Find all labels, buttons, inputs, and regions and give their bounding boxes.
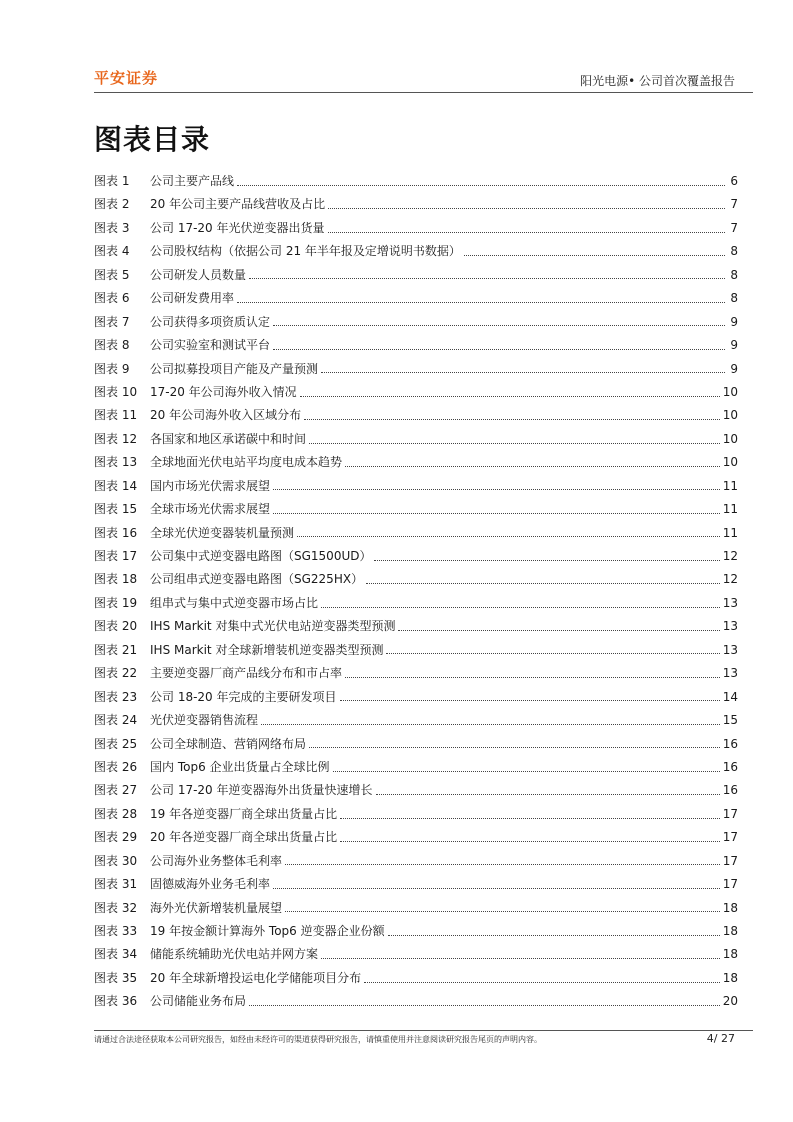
toc-entry-page: 12: [722, 549, 738, 563]
toc-entry-title: 公司研发费用率: [150, 291, 235, 306]
toc-entry-title: 公司集中式逆变器电路图（SG1500UD）: [150, 549, 372, 563]
toc-entry-label: 图表 28: [94, 806, 138, 821]
toc-entry-label: 图表 31: [94, 877, 138, 892]
toc-dot-leader: [388, 934, 720, 936]
toc-entry-page: 17: [722, 830, 738, 845]
toc-entry-page: 8: [730, 244, 738, 259]
toc-entry-label: 图表 19: [94, 595, 138, 610]
toc-entry-title: 公司拟募投项目产能及产量预测: [150, 361, 319, 376]
toc-dot-leader: [328, 207, 725, 209]
toc-entry-page: 8: [730, 267, 738, 282]
toc-dot-leader: [340, 699, 720, 701]
toc-entry-page: 11: [722, 502, 738, 517]
toc-entry-label: 图表 23: [94, 689, 138, 704]
toc-entry-label: 图表 30: [94, 853, 138, 868]
toc-entry-label: 图表 9: [94, 361, 130, 376]
toc-entry[interactable]: [94, 592, 738, 615]
toc-entry[interactable]: [94, 287, 738, 310]
toc-entry[interactable]: [94, 897, 738, 920]
header-divider: [94, 92, 753, 93]
toc-entry[interactable]: [94, 686, 738, 709]
toc-dot-leader: [261, 723, 720, 725]
toc-entry-label: 图表 21: [94, 642, 138, 657]
toc-dot-leader: [464, 254, 725, 256]
toc-dot-leader: [273, 887, 720, 889]
toc-dot-leader: [300, 395, 720, 397]
toc-entry-page: 15: [722, 713, 738, 728]
toc-dot-leader: [304, 418, 720, 420]
toc-entry[interactable]: [94, 193, 738, 216]
toc-dot-leader: [273, 488, 720, 490]
toc-entry-title: 公司海外业务整体毛利率: [150, 853, 283, 868]
toc-entry-label: 图表 4: [94, 244, 130, 259]
toc-entry-page: 11: [722, 525, 738, 540]
toc-entry-title: 公司股权结构（依据公司 21 年半年报及定增说明书数据）: [150, 244, 461, 259]
toc-entry[interactable]: [94, 170, 738, 193]
toc-entry-label: 图表 26: [94, 759, 138, 774]
toc-entry-label: 图表 22: [94, 666, 138, 681]
toc-entry-title: 固德威海外业务毛利率: [150, 877, 271, 892]
toc-entry[interactable]: [94, 803, 738, 826]
toc-entry-page: 16: [722, 759, 738, 774]
toc-entry[interactable]: [94, 428, 738, 451]
toc-entry[interactable]: [94, 264, 738, 287]
toc-dot-leader: [285, 910, 720, 912]
toc-entry[interactable]: [94, 311, 738, 334]
toc-dot-leader: [249, 277, 725, 279]
toc-entry-title: 20 年公司海外收入区域分布: [150, 408, 302, 423]
toc-entry-label: 图表 1: [94, 174, 130, 188]
toc-entry[interactable]: [94, 545, 738, 568]
toc-entry[interactable]: [94, 709, 738, 732]
toc-entry-page: 12: [722, 572, 738, 587]
toc-dot-leader: [340, 817, 720, 819]
toc-entry[interactable]: [94, 943, 738, 966]
toc-dot-leader: [345, 465, 720, 467]
toc-entry-title: 公司 17-20 年逆变器海外出货量快速增长: [150, 783, 373, 798]
toc-dot-leader: [285, 863, 720, 865]
toc-entry-title: 公司组串式逆变器电路图（SG225HX）: [150, 572, 364, 587]
toc-entry-label: 图表 14: [94, 478, 138, 493]
toc-entry-label: 图表 7: [94, 314, 130, 329]
toc-dot-leader: [309, 442, 720, 444]
toc-entry-page: 20: [722, 994, 738, 1009]
toc-entry-page: 16: [722, 736, 738, 751]
toc-dot-leader: [376, 793, 720, 795]
toc-entry-label: 图表 34: [94, 947, 138, 962]
toc-entry[interactable]: [94, 639, 738, 662]
toc-dot-leader: [249, 1004, 720, 1006]
toc-entry[interactable]: [94, 615, 738, 638]
toc-entry-title: 光伏逆变器销售流程: [150, 713, 259, 728]
company-logo: 平安证券: [94, 69, 159, 87]
toc-entry-label: 图表 33: [94, 924, 138, 938]
toc-dot-leader: [366, 582, 720, 584]
report-header-title: 阳光电源• 公司首次覆盖报告: [580, 74, 735, 88]
toc-entry-page: 17: [722, 853, 738, 868]
toc-entry-title: 海外光伏新增装机量展望: [150, 900, 283, 915]
page-number: 4/ 27: [706, 1032, 735, 1045]
toc-entry-title: IHS Markit 对全球新增装机逆变器类型预测: [150, 642, 384, 657]
toc-entry-page: 7: [730, 197, 738, 212]
toc-entry-page: 8: [730, 291, 738, 306]
toc-entry-page: 9: [730, 314, 738, 329]
toc-entry[interactable]: [94, 568, 738, 591]
toc-dot-leader: [345, 676, 720, 678]
toc-dot-leader: [321, 957, 720, 959]
toc-entry-label: 图表 18: [94, 572, 138, 587]
toc-entry-page: 17: [722, 806, 738, 821]
toc-entry[interactable]: [94, 217, 738, 240]
toc-dot-leader: [364, 981, 720, 983]
toc-entry-page: 13: [722, 642, 738, 657]
toc-dot-leader: [237, 301, 725, 303]
toc-entry[interactable]: [94, 850, 738, 873]
toc-entry-title: 20 年公司主要产品线营收及占比: [150, 197, 326, 212]
toc-entry-title: 公司 18-20 年完成的主要研发项目: [150, 689, 337, 704]
toc-entry-page: 13: [722, 595, 738, 610]
toc-entry-label: 图表 5: [94, 267, 130, 282]
toc-entry[interactable]: [94, 779, 738, 802]
toc-entry-label: 图表 17: [94, 549, 138, 563]
toc-entry[interactable]: [94, 967, 738, 990]
toc-entry[interactable]: [94, 334, 738, 357]
toc-entry[interactable]: [94, 990, 738, 1013]
toc-dot-leader: [398, 629, 719, 631]
toc-entry-label: 图表 16: [94, 525, 138, 540]
toc-entry-title: 20 年各逆变器厂商全球出货量占比: [150, 830, 338, 845]
toc-entry[interactable]: [94, 451, 738, 474]
toc-entry-label: 图表 15: [94, 502, 138, 517]
toc-entry-page: 13: [722, 666, 738, 681]
toc-entry-title: 公司主要产品线: [150, 174, 235, 188]
toc-entry-label: 图表 36: [94, 994, 138, 1009]
toc-entry-title: 公司研发人员数量: [150, 267, 247, 282]
toc-entry-label: 图表 25: [94, 736, 138, 751]
toc-entry-label: 图表 8: [94, 338, 130, 353]
toc-entry-label: 图表 29: [94, 830, 138, 845]
toc-entry[interactable]: [94, 873, 738, 896]
toc-dot-leader: [273, 324, 725, 326]
toc-entry-title: 公司获得多项资质认定: [150, 314, 271, 329]
toc-entry[interactable]: [94, 381, 738, 404]
toc-entry-title: 国内市场光伏需求展望: [150, 478, 271, 493]
toc-entry[interactable]: [94, 475, 738, 498]
toc-dot-leader: [386, 652, 719, 654]
toc-entry-page: 18: [722, 924, 738, 938]
toc-entry-page: 10: [722, 455, 738, 470]
toc-entry-label: 图表 20: [94, 619, 138, 634]
toc-entry-page: 10: [722, 384, 738, 399]
toc-entry-page: 9: [730, 338, 738, 353]
toc-entry-title: 各国家和地区承诺碳中和时间: [150, 431, 307, 446]
toc-dot-leader: [297, 535, 720, 537]
page-title: 图表目录: [94, 123, 211, 156]
toc-entry-label: 图表 13: [94, 455, 138, 470]
toc-entry-page: 11: [722, 478, 738, 493]
toc-entry-label: 图表 12: [94, 431, 138, 446]
toc-dot-leader: [321, 371, 725, 373]
toc-entry[interactable]: [94, 404, 738, 427]
toc-entry-title: 国内 Top6 企业出货量占全球比例: [150, 759, 330, 774]
toc-entry-title: 组串式与集中式逆变器市场占比: [150, 595, 319, 610]
toc-entry-title: 公司储能业务布局: [150, 994, 247, 1009]
toc-entry-label: 图表 27: [94, 783, 138, 798]
toc-entry-page: 17: [722, 877, 738, 892]
toc-entry-title: 全球光伏逆变器装机量预测: [150, 525, 295, 540]
toc-entry-page: 10: [722, 431, 738, 446]
toc-entry-title: 公司实验室和测试平台: [150, 338, 271, 353]
toc-entry[interactable]: [94, 756, 738, 779]
toc-dot-leader: [273, 348, 725, 350]
toc-entry-page: 18: [722, 970, 738, 985]
toc-entry-title: 储能系统辅助光伏电站并网方案: [150, 947, 319, 962]
toc-dot-leader: [309, 746, 720, 748]
toc-entry-page: 7: [730, 220, 738, 235]
toc-entry-label: 图表 10: [94, 384, 138, 399]
toc-entry-title: 主要逆变器厂商产品线分布和市占率: [150, 666, 343, 681]
toc-entry[interactable]: [94, 826, 738, 849]
toc-dot-leader: [333, 770, 720, 772]
toc-entry-title: 19 年各逆变器厂商全球出货量占比: [150, 806, 338, 821]
toc-entry[interactable]: [94, 522, 738, 545]
toc-entry-label: 图表 6: [94, 291, 130, 306]
toc-entry-title: 全球市场光伏需求展望: [150, 502, 271, 517]
toc-entry[interactable]: [94, 662, 738, 685]
toc-entry-page: 16: [722, 783, 738, 798]
toc-entry[interactable]: [94, 358, 738, 381]
toc-entry-label: 图表 2: [94, 197, 130, 212]
toc-entry-title: IHS Markit 对集中式光伏电站逆变器类型预测: [150, 619, 396, 634]
toc-entry-label: 图表 11: [94, 408, 138, 423]
footer-disclaimer: 请通过合法途径获取本公司研究报告，如经由未经许可的渠道获得研究报告，请慎重使用并注意阅读研究报告尾页的声明内容。: [94, 1035, 542, 1044]
toc-entry-page: 18: [722, 947, 738, 962]
toc-entry-title: 19 年按金额计算海外 Top6 逆变器企业份额: [150, 924, 385, 938]
toc-entry-page: 6: [730, 174, 738, 188]
toc-dot-leader: [340, 840, 720, 842]
toc-entry-page: 10: [722, 408, 738, 423]
footer-divider: [94, 1030, 753, 1031]
toc-entry-title: 公司全球制造、营销网络布局: [150, 736, 307, 751]
toc-entry-label: 图表 3: [94, 220, 130, 235]
toc-entry[interactable]: [94, 498, 738, 521]
figure-table-of-contents: [94, 170, 738, 1014]
toc-entry-title: 公司 17-20 年光伏逆变器出货量: [150, 220, 325, 235]
toc-dot-leader: [273, 512, 720, 514]
toc-entry[interactable]: [94, 733, 738, 756]
toc-entry-title: 全球地面光伏电站平均度电成本趋势: [150, 455, 343, 470]
toc-entry-page: 13: [722, 619, 738, 634]
toc-entry-title: 17-20 年公司海外收入情况: [150, 384, 297, 399]
toc-dot-leader: [321, 606, 720, 608]
toc-entry-page: 14: [722, 689, 738, 704]
toc-entry-page: 18: [722, 900, 738, 915]
toc-entry-page: 9: [730, 361, 738, 376]
toc-dot-leader: [374, 559, 719, 561]
toc-dot-leader: [237, 184, 725, 186]
toc-entry[interactable]: [94, 920, 738, 943]
toc-entry[interactable]: [94, 240, 738, 263]
toc-entry-title: 20 年全球新增投运电化学储能项目分布: [150, 970, 362, 985]
toc-entry-label: 图表 32: [94, 900, 138, 915]
toc-dot-leader: [328, 231, 726, 233]
toc-entry-label: 图表 35: [94, 970, 138, 985]
toc-entry-label: 图表 24: [94, 713, 138, 728]
